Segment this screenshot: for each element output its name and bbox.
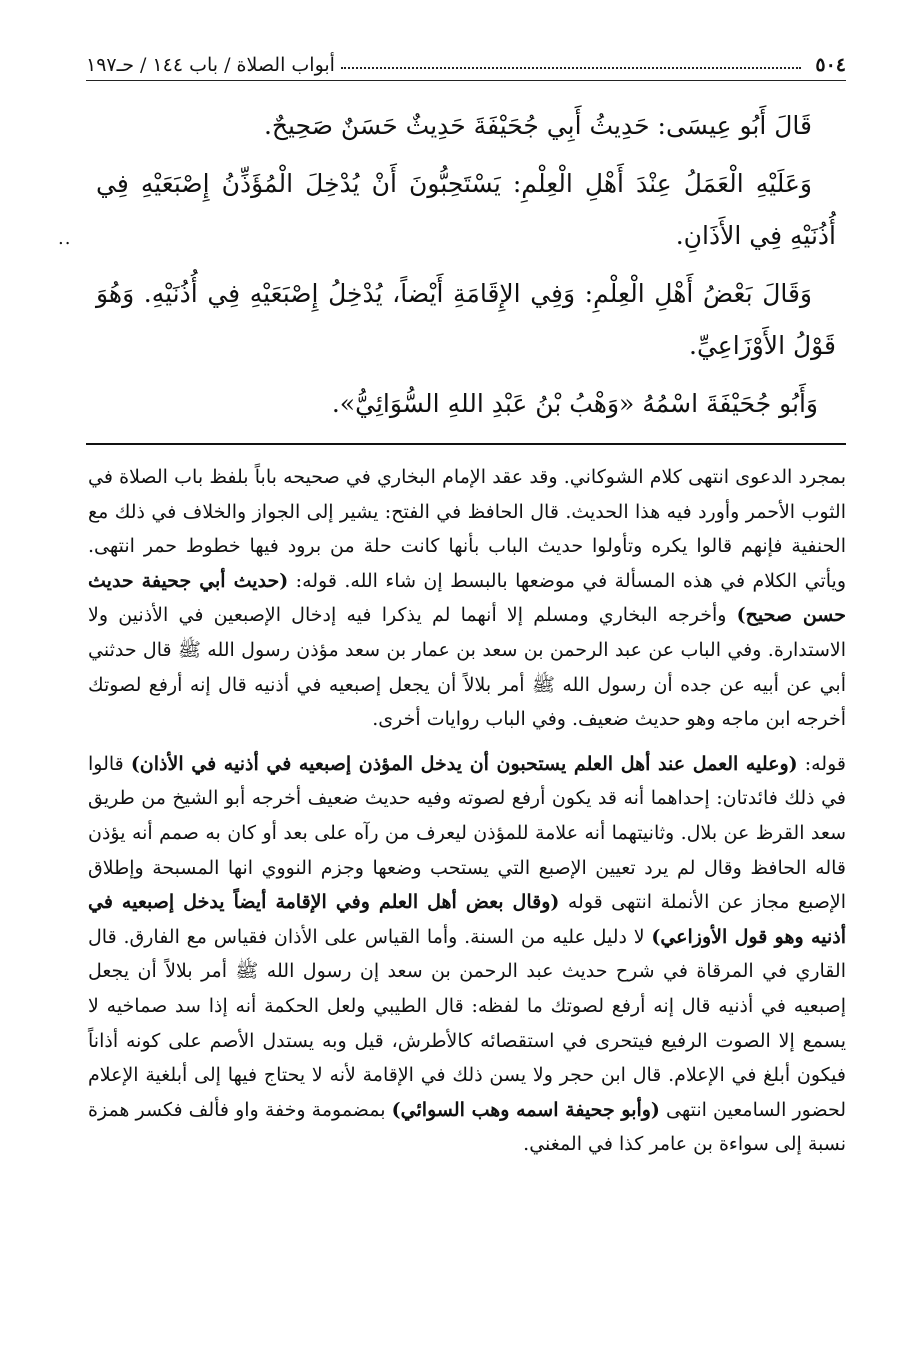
section-separator	[86, 443, 846, 445]
commentary-text: لا دليل عليه من السنة. وأما القياس على الأذان فقياس مع الفارق. قال القاري في المرقاة في شرح حديث عبد الرحمن بن سعد إن رسول الله ﷺ أمر بلالاً أن يجعل إصبعيه في أذنيه قال إنه أرفع لصوتك ما لفظه: قال الطيبي ولعل الحكمة أنه إذا سد صماخيه لا يسمع إلا الصوت الرفيع فيتحرى في استقصائه كالأطرش، قيل وبه يستدل الأصم على كونه أذاناً فيكون أبلغ في الإعلام. قال ابن حجر ولا يسن ذلك في الإقامة لأنه لا يحتاج فيها إلى أبلغية الإعلام لحضور السامعين انتهى	[88, 925, 846, 1121]
main-paragraph-2: وَعَلَيْهِ الْعَمَلُ عِنْدَ أَهْلِ الْعِلْمِ: يَسْتَحِبُّونَ أَنْ يُدْخِلَ الْمُؤَذِّنُ إِصْبَعَيْهِ فِي أُذُنَيْهِ فِي الأَذَانِ.	[96, 169, 836, 250]
main-paragraph-3: وَقَالَ بَعْضُ أَهْلِ الْعِلْمِ: وَفِي الإِقَامَةِ أَيْضاً، يُدْخِلُ إِصْبَعَيْهِ فِي أُذُنَيْهِ. وَهُوَ قَوْلُ الأَوْزَاعِيِّ.	[96, 279, 836, 360]
running-header	[86, 50, 846, 80]
header-rule	[86, 80, 846, 81]
margin-mark: ..	[58, 228, 72, 249]
header-dotted-leader	[341, 67, 801, 69]
commentary-quote: (حديث أبي جحيفة حديث حسن صحيح)	[88, 569, 846, 627]
commentary-text: وأخرجه البخاري ومسلم إلا أنهما لم يذكرا فيه إدخال الإصبعين في الأذنين ولا الاستدارة. وفي الباب عن عبد الرحمن بن سعد بن عمار بن سعد مؤذن رسول الله ﷺ قال حدثني أبي عن أبيه عن جده أن رسول الله ﷺ أمر بلالاً أن يجعل إصبعيه في أذنيه قال إنه أرفع لصوتك أخرجه ابن ماجه وهو حديث ضعيف. وفي الباب روايات أخرى.	[88, 604, 846, 731]
running-title: أبواب الصلاة / باب ١٤٤ / حـ١٩٧	[86, 54, 335, 76]
main-text	[96, 100, 836, 436]
main-paragraph-4: وَأَبُو جُحَيْفَةَ اسْمُهُ «وَهْبُ بْنُ عَبْدِ اللهِ السُّوَائِيُّ».	[331, 389, 818, 418]
commentary-quote: (وأبو جحيفة اسمه وهب السوائي)	[391, 1098, 660, 1121]
commentary-paragraph-1	[88, 460, 846, 737]
commentary-quote: (وعليه العمل عند أهل العلم يستحبون أن يدخل المؤذن إصبعيه في أذنيه في الأذان)	[130, 752, 798, 775]
commentary-paragraph-2	[88, 747, 846, 1162]
commentary-quote: (وقال بعض أهل العلم وفي الإقامة أيضاً يدخل إصبعيه في أذنيه وهو قول الأوزاعي)	[88, 891, 846, 948]
commentary-text: قالوا في ذلك فائدتان: إحداهما أنه قد يكون أرفع لصوته وفيه حديث ضعيف أخرجه أبو الشيخ من طريق سعد القرظ عن بلال. وثانيتهما أنه علامة للمؤذن ليعرف من رآه على بعد أو كان به صمم أنه يؤذن قاله الحافظ وقال لم يرد تعيين الإصبع التي يستحب وضعها وجزم النووي انها المسبحة وإطلاق الإصبع مجاز عن الأنملة انتهى قوله	[88, 752, 846, 914]
main-paragraph-1: قَالَ أَبُو عِيسَى: حَدِيثُ أَبِي جُحَيْفَةَ حَدِيثٌ حَسَنٌ صَحِيحٌ.	[263, 111, 812, 140]
commentary-text: قوله:	[797, 752, 846, 775]
commentary-text: بمضمومة وخفة واو فألف فكسر همزة نسبة إلى سواءة بن عامر كذا في المغني.	[88, 1098, 846, 1156]
commentary-text: بمجرد الدعوى انتهى كلام الشوكاني. وقد عقد الإمام البخاري في صحيحه باباً بلفظ باب الصلاة في الثوب الأحمر وأورد فيه هذا الحديث. قال الحافظ في الفتح: يشير إلى الجواز والخلاف في ذلك مع الحنفية فإنهم قالوا يكره وتأولوا حديث الباب بأنها كانت حلة من برود فيها خطوط حمر انتهى. ويأتي الكلام في هذه المسألة في موضعها بالبسط إن شاء الله. قوله:	[88, 466, 846, 592]
page-number: ٥٠٤	[815, 54, 846, 76]
commentary	[88, 460, 846, 1172]
